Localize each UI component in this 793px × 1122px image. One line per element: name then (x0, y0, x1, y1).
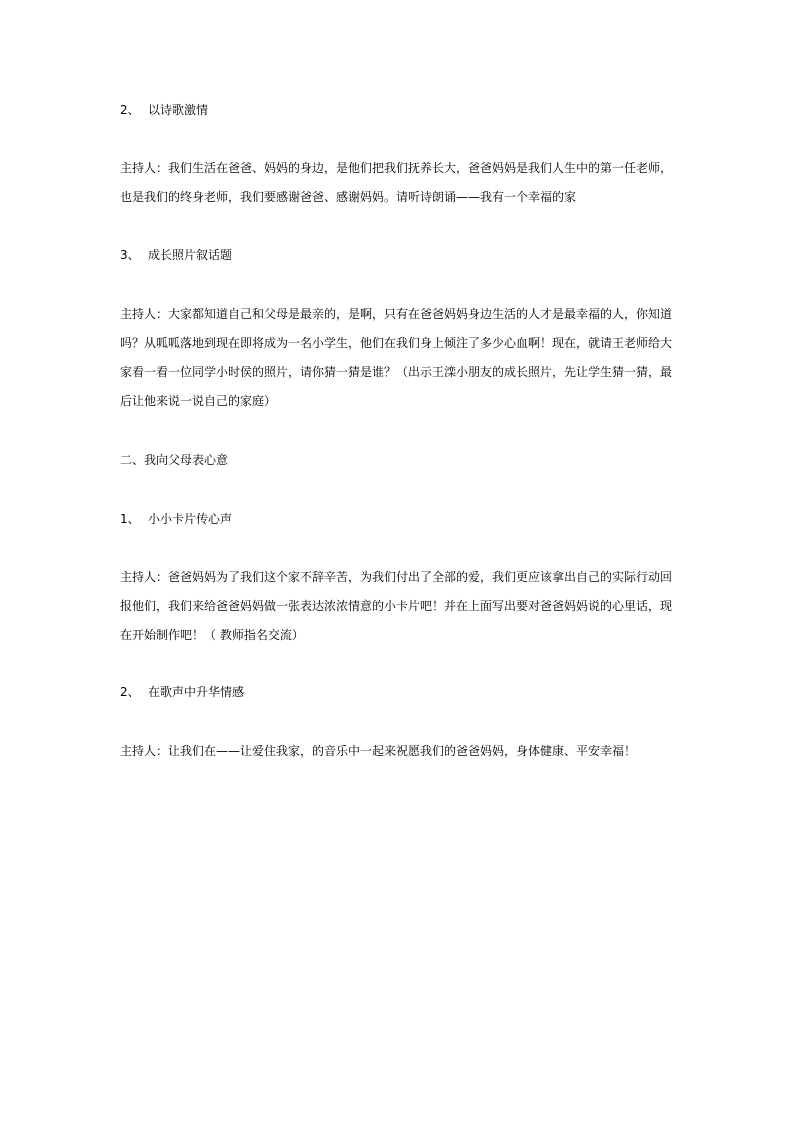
section-title: 在歌声中升华情感 (148, 685, 245, 699)
section-title: 成长照片叙话题 (148, 248, 233, 262)
section-number: 3、 (120, 248, 140, 262)
section-title: 以诗歌激情 (148, 103, 209, 117)
section-heading-song (120, 678, 680, 707)
paragraph-host-3: 主持人：爸爸妈妈为了我们这个家不辞辛苦，为我们付出了全部的爱，我们更应该拿出自己的实际行动回报他们，我们来给爸爸妈妈做一张表达浓浓情意的小卡片吧！并在上面写出要对爸爸妈妈说的心里话，现在开始制作吧！（ 教师指名交流） (120, 570, 673, 642)
section-heading-poetry (120, 96, 680, 125)
section-number: 2、 (120, 685, 140, 699)
paragraph-host-2: 主持人：大家都知道自己和父母是最亲的，是啊，只有在爸爸妈妈身边生活的人才是最幸福的人，你知道吗？从呱呱落地到现在即将成为一名小学生，他们在我们身上倾注了多少心血啊！现在，就请王老师给大家看一看一位同学小时侯的照片，请你猜一猜是谁？（出示王滦小朋友的成长照片，先让学生猜一猜，最后让他来说一说自己的家庭） (120, 307, 673, 408)
section-number: 1、 (120, 512, 140, 526)
section-heading-cards (120, 505, 680, 534)
section-heading-photos (120, 241, 680, 270)
part-heading-expression: 二、我向父母表心意 (120, 453, 229, 467)
paragraph-host-4: 主持人：让我们在——让爱住我家，的音乐中一起来祝愿我们的爸爸妈妈，身体健康、平安幸福！ (120, 744, 637, 758)
section-number: 2、 (120, 103, 140, 117)
section-title: 小小卡片传心声 (148, 512, 233, 526)
paragraph-host-1: 主持人：我们生活在爸爸、妈妈的身边，是他们把我们抚养长大，爸爸妈妈是我们人生中的第一任老师，也是我们的终身老师，我们要感谢爸爸、感谢妈妈。请听诗朗诵——我有一个幸福的家 (120, 161, 673, 204)
